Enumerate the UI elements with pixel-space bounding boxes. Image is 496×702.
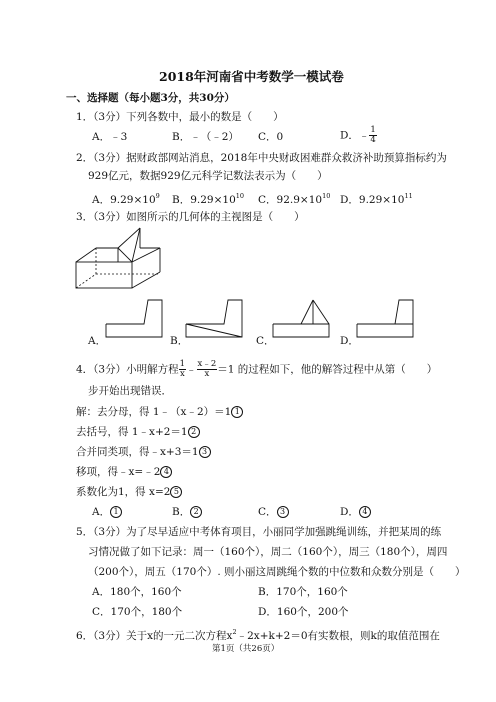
option-text: C． <box>258 506 277 518</box>
q5-stem-line3: （200个），周五（170个）. 则小丽这周跳绳个数的中位数和众数分别是（ ） <box>88 566 466 578</box>
fraction-denominator: x <box>179 369 185 379</box>
exponent: 11 <box>404 192 413 200</box>
q6-stem <box>76 625 440 643</box>
q6-stem-start: 6．（3分）关于x的一元二次方程x <box>76 630 233 642</box>
q1-option-d-fraction <box>369 126 376 145</box>
q4-step-2 <box>76 425 200 439</box>
q4-stem-line2: 步开始出现错误． <box>88 385 172 397</box>
page-title: 2018年河南省中考数学一模试卷 <box>159 69 344 84</box>
option-text: A．9.29×10 <box>92 194 156 206</box>
fraction-numerator: 1 <box>179 359 186 369</box>
q4-stem <box>76 360 437 379</box>
q4-option-a[interactable] <box>92 505 122 519</box>
option-text: D． <box>340 506 359 518</box>
q1-option-d[interactable] <box>340 126 377 145</box>
option-text: B．9.29×10 <box>172 194 236 206</box>
fraction-numerator: x﹣2 <box>197 359 217 369</box>
q3-option-d[interactable]: D． <box>340 335 359 347</box>
q4-option-c[interactable] <box>258 505 289 519</box>
exponent: 2 <box>232 628 237 636</box>
q3-option-a[interactable]: A． <box>88 335 107 347</box>
q2-stem-line1: 2．（3分）据财政部网站消息，2018年中央财政困难群众救济补助预算指标约为 <box>76 152 447 164</box>
q4-option-b[interactable] <box>172 505 202 519</box>
option-number-circle: 3 <box>277 506 289 518</box>
option-text: B． <box>172 506 191 518</box>
fraction-denominator: x <box>204 369 210 379</box>
q4-step-5 <box>76 485 182 499</box>
step-number-circle: 1 <box>231 406 243 418</box>
step-number-circle: 5 <box>170 486 182 498</box>
geometric-solid-figure <box>74 226 166 292</box>
q3-option-d-figure <box>355 298 415 338</box>
q5-option-a[interactable]: A．180个，160个 <box>92 586 182 598</box>
step-text: 系数化为1，得 x=2 <box>76 486 171 498</box>
option-number-circle: 4 <box>359 506 371 518</box>
q5-stem-line2: 习情况做了如下记录：周一（160个），周二（160个），周三（180个），周四 <box>88 546 448 558</box>
minus-sign: ﹣ <box>186 363 197 376</box>
exponent: 10 <box>235 192 245 200</box>
q4-step-3 <box>76 445 211 459</box>
q5-option-c[interactable]: C．170个，180个 <box>92 606 183 618</box>
q4-option-d[interactable] <box>340 505 371 519</box>
q1-option-c[interactable]: C．0 <box>258 131 284 143</box>
q2-option-c[interactable] <box>258 189 330 207</box>
q4-step-4 <box>76 465 172 479</box>
option-text: C．92.9×10 <box>258 194 323 206</box>
exponent: 9 <box>155 192 160 200</box>
q1-option-b[interactable]: B．﹣（﹣2） <box>172 131 239 143</box>
step-text: 解：去分母，得 1﹣（x﹣2）＝1 <box>76 406 232 418</box>
q1-option-d-prefix: D．﹣ <box>340 129 370 142</box>
q2-option-d[interactable] <box>340 189 413 207</box>
q3-option-c[interactable]: C． <box>256 335 275 347</box>
q2-option-a[interactable] <box>92 189 160 207</box>
q5-option-d[interactable]: D．160个，200个 <box>258 606 349 618</box>
option-text: D．9.29×10 <box>340 194 405 206</box>
option-number-circle: 1 <box>110 506 122 518</box>
q4-stem-start: 4．（3分）小明解方程 <box>76 363 179 376</box>
fraction-numerator: 1 <box>370 125 376 135</box>
exponent: 10 <box>322 192 331 200</box>
step-text: 移项，得﹣x=﹣2 <box>76 466 161 478</box>
q2-option-b[interactable] <box>172 189 244 207</box>
q1-option-a[interactable]: A．﹣3 <box>92 131 128 143</box>
q2-stem-line2: 929亿元，数据929亿元科学记数法表示为（ ） <box>88 170 328 182</box>
q6-stem-end: ﹣2x+k+2＝0有实数根，则k的取值范围在 <box>236 630 440 642</box>
section-heading: 一、选择题（每小题3分，共30分） <box>66 92 235 104</box>
option-number-circle: 2 <box>190 506 202 518</box>
q3-option-b-figure <box>184 298 244 338</box>
q5-stem-line1: 5．（3分）为了尽早适应中考体育项目，小丽同学加强跳绳训练，并把某周的练 <box>76 526 442 538</box>
step-number-circle: 4 <box>160 466 172 478</box>
step-text: 去括号，得 1﹣x+2＝1 <box>76 426 188 438</box>
q4-stem-end: ＝1 的过程如下，他的解答过程中从第（ ） <box>217 363 438 376</box>
q4-fraction-1 <box>179 360 186 379</box>
q1-stem: 1．（3分）下列各数中，最小的数是（ ） <box>76 111 284 123</box>
q4-fraction-2 <box>197 360 218 379</box>
step-number-circle: 2 <box>188 426 200 438</box>
step-number-circle: 3 <box>199 446 211 458</box>
step-text: 合并同类项，得﹣x+3＝1 <box>76 446 199 458</box>
option-text: A． <box>92 506 111 518</box>
q3-option-c-figure <box>271 298 331 338</box>
fraction-denominator: 4 <box>370 135 376 145</box>
q3-option-a-figure <box>104 298 164 338</box>
q5-option-b[interactable]: B．170个，160个 <box>258 586 348 598</box>
q3-option-b[interactable]: B． <box>170 335 189 347</box>
q3-stem: 3．（3分）如图所示的几何体的主视图是（ ） <box>76 211 305 223</box>
q4-step-1 <box>76 405 243 419</box>
page-footer: 第1页（共26页） <box>212 644 280 654</box>
